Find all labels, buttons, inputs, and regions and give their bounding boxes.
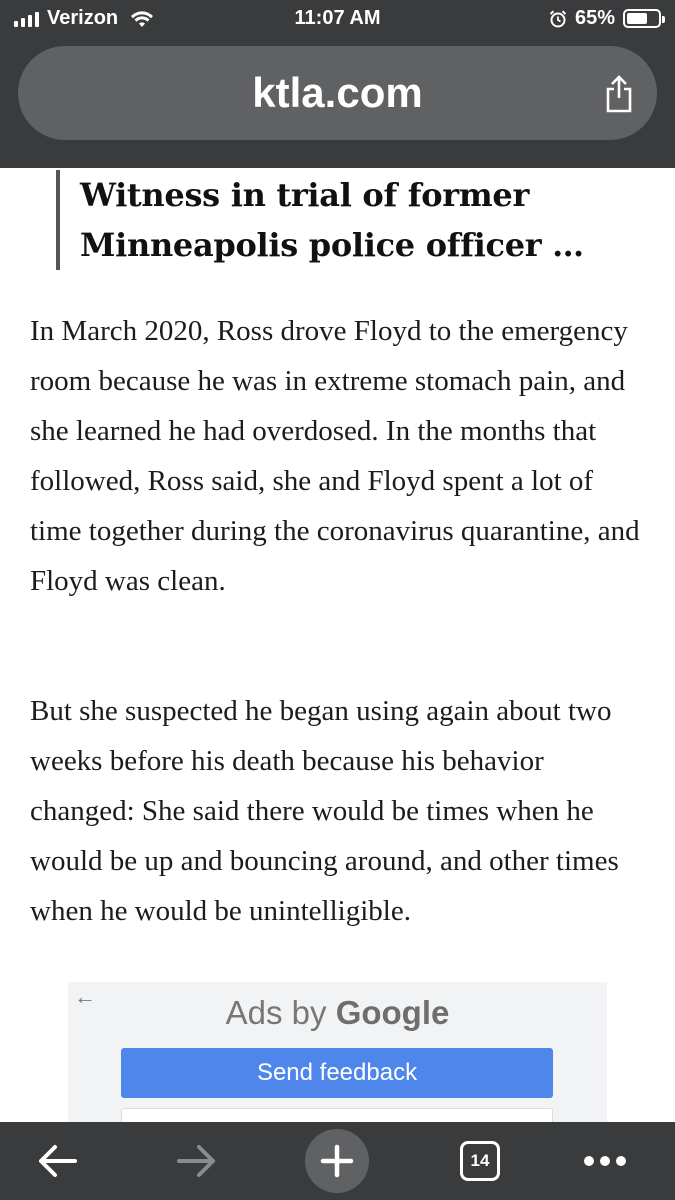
article-headline[interactable]: Witness in trial of former Minneapolis police officer … — [80, 176, 584, 264]
more-icon — [583, 1155, 627, 1167]
url-text[interactable]: ktla.com — [252, 69, 423, 116]
forward-arrow-icon — [175, 1143, 219, 1179]
tabs-icon: 14 — [460, 1141, 500, 1181]
status-bar — [0, 0, 675, 38]
ad-back-icon[interactable]: ← — [74, 984, 96, 1009]
ads-by-google-label — [68, 994, 607, 1032]
alarm-icon — [549, 10, 567, 28]
forward-button[interactable] — [162, 1122, 232, 1200]
send-feedback-button[interactable]: Send feedback — [121, 1048, 553, 1098]
browser-top-chrome — [0, 0, 675, 168]
bottom-toolbar — [0, 1122, 675, 1200]
carrier-label: Verizon — [47, 7, 119, 29]
more-button[interactable] — [575, 1122, 635, 1200]
ad-container — [68, 982, 607, 1122]
share-icon[interactable] — [603, 74, 635, 114]
plus-icon — [320, 1144, 354, 1178]
ads-by-prefix: Ads by — [225, 994, 336, 1031]
tab-switcher-button[interactable] — [450, 1122, 510, 1200]
article-headline-quote — [56, 170, 646, 270]
battery-percent: 65% — [574, 7, 615, 29]
url-bar[interactable] — [18, 46, 657, 140]
new-tab-button[interactable] — [304, 1122, 370, 1200]
article-paragraph: But she suspected he began using again about two weeks before his death because his behavior changed: She said there would be times when he would be up and bouncing around, and other times when he would be unintelligible. — [30, 695, 619, 927]
back-arrow-icon — [35, 1143, 79, 1179]
back-button[interactable] — [22, 1122, 92, 1200]
google-wordmark: Google — [335, 994, 450, 1031]
battery-icon — [623, 9, 661, 28]
article-paragraph: In March 2020, Ross drove Floyd to the emergency room because he was in extreme stomach pain, and she learned he had overdosed. In the months that followed, Ross said, she and Floyd spent a lot of time together during the coronavirus quarantine, and Floyd was clean. — [30, 315, 640, 597]
status-time: 11:07 AM — [294, 7, 381, 29]
